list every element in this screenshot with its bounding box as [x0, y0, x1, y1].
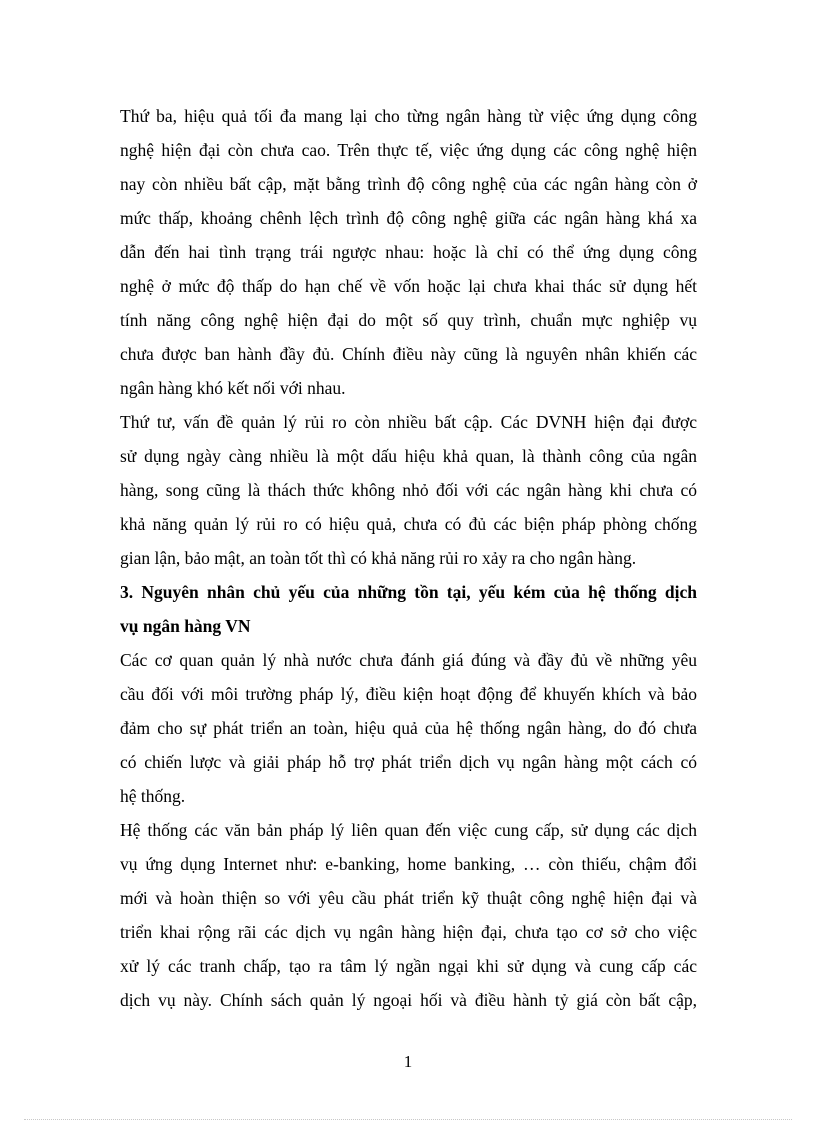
text-line: mới và hoàn thiện so với yêu cầu phát triển kỹ thuật công nghệ hiện đại và — [120, 888, 697, 908]
text-line: Thứ tư, vấn đề quản lý rủi ro còn nhiều bất cập. Các DVNH hiện đại được — [120, 412, 697, 432]
body-paragraph — [120, 813, 697, 1017]
page-bottom-divider — [24, 1119, 792, 1120]
text-line: ngân hàng khó kết nối với nhau. — [120, 378, 346, 398]
text-line: tính năng công nghệ hiện đại do một số quy trình, chuẩn mực nghiệp vụ — [120, 310, 697, 330]
text-line: đảm cho sự phát triển an toàn, hiệu quả của hệ thống ngân hàng, do đó chưa — [120, 718, 697, 738]
text-line: gian lận, bảo mật, an toàn tốt thì có khả năng rủi ro xảy ra cho ngân hàng. — [120, 548, 637, 568]
text-line: dẫn đến hai tình trạng trái ngược nhau: hoặc là chỉ có thể ứng dụng công — [120, 242, 697, 262]
section-heading — [120, 575, 697, 643]
page-number: 1 — [403, 1052, 413, 1071]
text-line: triển khai rộng rãi các dịch vụ ngân hàng hiện đại, chưa tạo cơ sở cho việc — [120, 922, 697, 942]
body-paragraph — [120, 405, 697, 575]
text-line: Thứ ba, hiệu quả tối đa mang lại cho từng ngân hàng từ việc ứng dụng công — [120, 106, 697, 126]
text-line: Các cơ quan quản lý nhà nước chưa đánh giá đúng và đầy đủ về những yêu — [120, 650, 697, 670]
text-line: cầu đối với môi trường pháp lý, điều kiện hoạt động để khuyến khích và bảo — [120, 684, 697, 704]
text-line: hàng, song cũng là thách thức không nhỏ đối với các ngân hàng khi chưa có — [120, 480, 697, 500]
text-line: Hệ thống các văn bản pháp lý liên quan đến việc cung cấp, sử dụng các dịch — [120, 820, 697, 840]
text-line: chưa được ban hành đầy đủ. Chính điều này cũng là nguyên nhân khiến các — [120, 344, 697, 364]
document-body — [120, 99, 697, 1017]
text-line: sử dụng ngày càng nhiều là một dấu hiệu khả quan, là thành công của ngân — [120, 446, 697, 466]
heading-line: vụ ngân hàng VN — [120, 616, 251, 636]
heading-line: 3. Nguyên nhân chủ yếu của những tồn tại, yếu kém của hệ thống dịch — [120, 582, 697, 602]
text-line: dịch vụ này. Chính sách quản lý ngoại hối và điều hành tỷ giá còn bất cập, — [120, 990, 697, 1010]
body-paragraph — [120, 99, 697, 405]
text-line: hệ thống. — [120, 786, 186, 806]
text-line: mức thấp, khoảng chênh lệch trình độ công nghệ giữa các ngân hàng khá xa — [120, 208, 697, 228]
text-line: nghệ ở mức độ thấp do hạn chế về vốn hoặc lại chưa khai thác sử dụng hết — [120, 276, 697, 296]
body-paragraph — [120, 643, 697, 813]
text-line: khả năng quản lý rủi ro có hiệu quả, chưa có đủ các biện pháp phòng chống — [120, 514, 697, 534]
text-line: nay còn nhiều bất cập, mặt bằng trình độ công nghệ của các ngân hàng còn ở — [120, 174, 697, 194]
text-line: nghệ hiện đại còn chưa cao. Trên thực tế, việc ứng dụng các công nghệ hiện — [120, 140, 697, 160]
text-line: vụ ứng dụng Internet như: e-banking, home banking, … còn thiếu, chậm đổi — [120, 854, 697, 874]
text-line: có chiến lược và giải pháp hỗ trợ phát triển dịch vụ ngân hàng một cách có — [120, 752, 697, 772]
text-line: xử lý các tranh chấp, tạo ra tâm lý ngần ngại khi sử dụng và cung cấp các — [120, 956, 697, 976]
